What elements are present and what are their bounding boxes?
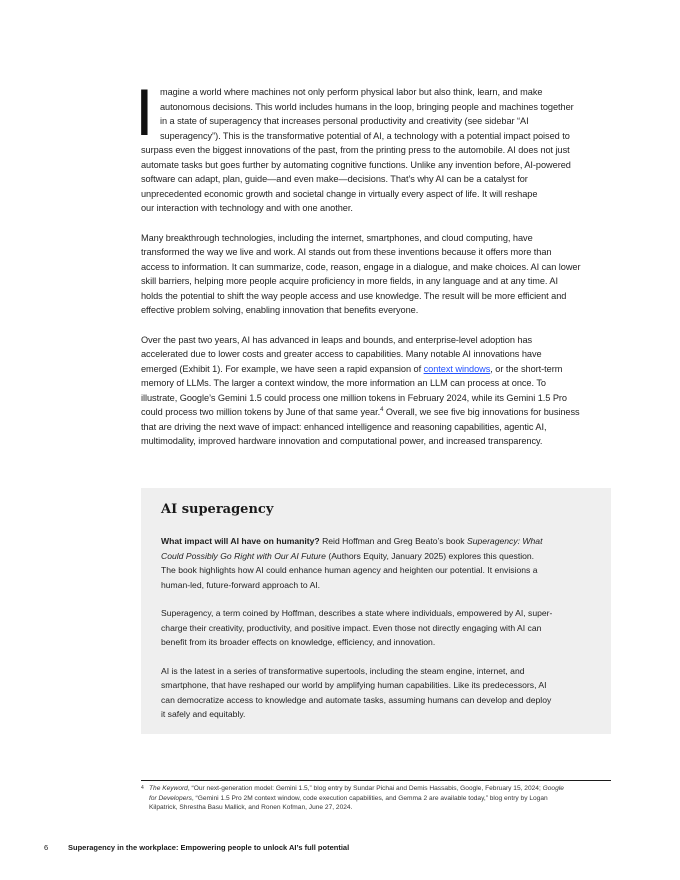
text-line: magine a world where machines not only perform physical labor but also think, learn, and make <box>160 87 543 97</box>
text-span: could process two million tokens by June of that same year. <box>141 407 381 417</box>
text-line: smartphone, that have reshaped our world by amplifying human capabilities. Like its predecessors, AI <box>161 680 547 690</box>
text-line: human-led, future-forward approach to AI. <box>161 579 321 590</box>
text-line: unprecedented economic growth and societal change in virtually every aspect of life. It will reshape <box>141 188 538 199</box>
text-line: The book highlights how AI could enhance human agency and heighten our potential. It envisions a <box>161 565 538 575</box>
article-body <box>138 77 613 464</box>
book-title: Superagency: What <box>467 536 543 546</box>
text-span: , “Gemini 1.5 Pro 2M context window, code execution capabilities, and Gemma 2 are available today,” blog entry by Logan <box>191 794 548 802</box>
text-line: memory of LLMs. The larger a context window, the more information an LLM can process at once. To <box>141 378 546 388</box>
text-line: AI is the latest in a series of transformative supertools, including the steam engine, internet, and <box>161 665 525 676</box>
paragraph-2 <box>141 231 613 318</box>
paragraph-1 <box>138 77 613 216</box>
text-line: that are driving the next wave of impact: enhanced intelligence and reasoning capabilities, agentic AI, <box>141 421 547 432</box>
text-span: Overall, we see five big innovations for business <box>383 407 580 417</box>
book-title: Could Possibly Go Right with Our AI Future <box>161 550 326 561</box>
source-title: for Developers <box>149 794 192 802</box>
running-title: Superagency in the workplace: Empowering people to unlock AI’s full potential <box>68 843 350 852</box>
text-line <box>149 794 611 804</box>
text-line: our interaction with technology and with one another. <box>141 203 353 213</box>
text-line: charge their creativity, productivity, and positive impact. Even those not directly engaging with AI can <box>161 622 542 633</box>
sidebar-title: AI superagency <box>161 502 274 517</box>
text-span: emerged (Exhibit 1). For example, we have seen a rapid expansion of <box>141 363 424 374</box>
sidebar-paragraph-3 <box>161 664 601 722</box>
text-line: Superagency, a term coined by Hoffman, describes a state where individuals, empowered by AI, super- <box>161 608 553 618</box>
text-line: effective problem solving, enabling innovation that benefits everyone. <box>141 305 419 315</box>
footnote-number: 4 <box>141 785 144 791</box>
footnote-divider <box>141 780 611 781</box>
text-line: benefit from its broader effects on knowledge, efficiency, and innovation. <box>161 637 436 647</box>
text-line: skill barriers, helping more people acquire proficiency in more fields, in any language and at any time. AI <box>141 276 558 286</box>
text-span: Reid Hoffman and Greg Beato’s book <box>319 536 467 546</box>
text-line: superagency”). This is the transformative potential of AI, a technology with a potential impact poised to <box>160 130 570 141</box>
text-line: holds the potential to shift the way people access and use knowledge. The result will be more efficient and <box>141 290 567 301</box>
context-windows-link[interactable]: context windows <box>423 363 491 374</box>
text-line: access to information. It can summarize, code, reason, engage in a dialogue, and make choices. AI can lower <box>141 261 581 272</box>
text-line: autonomous decisions. This world includes humans in the loop, bringing people and machines together <box>160 101 574 112</box>
sidebar-paragraph-1 <box>161 534 601 592</box>
sidebar-paragraph-2 <box>161 606 601 650</box>
footnote <box>141 784 611 813</box>
page-number: 6 <box>44 843 49 852</box>
text-span: , “Our next-generation model: Gemini 1.5,” blog entry by Sundar Pichai and Demis Hassabis, Google, February 15, 2024; <box>187 785 543 792</box>
footnote-marker[interactable]: 4 <box>380 406 384 413</box>
source-title: The Keyword <box>149 785 188 792</box>
text-line: automate tasks but goes further by automating cognitive functions. Unlike any invention before, AI-powered <box>141 159 571 170</box>
text-line: it safely and equitably. <box>161 709 246 719</box>
bold-lead: What impact will AI have on humanity? <box>161 536 320 546</box>
text-line: Many breakthrough technologies, including the internet, smartphones, and cloud computing, have <box>141 232 533 243</box>
sidebar-ai-superagency <box>141 488 611 734</box>
text-line <box>149 784 611 794</box>
text-line: Kilpatrick, Shrestha Basu Mallick, and Ronen Kofman, June 27, 2024. <box>149 804 353 812</box>
text-line: multimodality, improved hardware innovation and computational power, and increased transparency. <box>141 436 543 446</box>
source-title: Google <box>542 785 564 792</box>
text-line: in a state of superagency that increases personal productivity and creativity (see sidebar “AI <box>160 116 529 126</box>
text-line: software can adapt, plan, guide—and even make—decisions. That’s why AI can be a catalyst for <box>141 174 528 184</box>
drop-cap: I <box>138 77 151 150</box>
text-span: (Authors Equity, January 2025) explores this question. <box>325 550 535 561</box>
text-line: illustrate, Google’s Gemini 1.5 could process one million tokens in February 2024, while its Gemini 1.5 Pro <box>141 392 567 403</box>
text-line <box>161 534 601 549</box>
text-line: accelerated due to lower costs and greater access to capabilities. Many notable AI innovations have <box>141 349 542 359</box>
text-line: can democratize access to knowledge and automate tasks, assuming humans can develop and deploy <box>161 694 552 705</box>
text-line <box>161 549 601 564</box>
text-line <box>141 405 613 420</box>
text-span: , or the short-term <box>490 363 563 374</box>
paragraph-3 <box>141 333 613 449</box>
text-line: transformed the way we live and work. AI stands out from these inventions because it offers more than <box>141 247 552 257</box>
text-line: surpass even the biggest innovations of the past, from the printing press to the automobile. AI does not just <box>141 145 570 155</box>
text-line: Over the past two years, AI has advanced in leaps and bounds, and enterprise-level adoption has <box>141 334 533 345</box>
text-line <box>141 362 613 377</box>
